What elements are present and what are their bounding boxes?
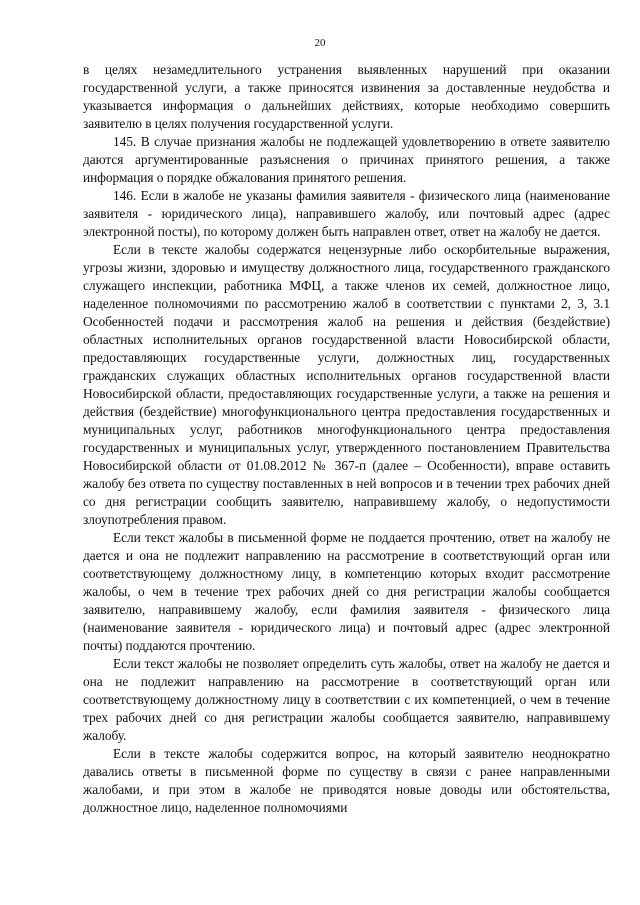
paragraph-offensive-content: Если в тексте жалобы содержатся нецензурные либо оскорбительные выражения, угрозы жизни, здоровью и имуществу должностного лица, государственного гражданского служащего инспекции, работника МФЦ, а также членов их семей, должностное лицо, наделенное полномочиями по рассмотрению жалоб в соответствии с пунктами 2, 3, 3.1 Особенностей подачи и рассмотрения жалоб на решения и действия (бездействие) областных исполнительных органов государственной власти Новосибирской области, предоставляющих государственные услуги, должностных лиц, государственных гражданских служащих областных исполнительных органов государственной власти Новосибирской области, предоставляющих государственные услуги, а также на решения и действия (бездействие) многофункционального центра предоставления государственных и муниципальных услуг, работников многофункционального центра предоставления государственных и муниципальных услуг, утвержденного постановлением Правительства Новосибирской области от 01.08.2012 № 367-п (далее – Особенности), вправе оставить жалобу без ответа по существу поставленных в ней вопросов и в течении трех рабочих дней со дня регистрации сообщить заявителю, направившему жалобу, о недопустимости злоупотребления правом. <box>83 242 610 527</box>
page-number: 20 <box>314 37 326 49</box>
document-body <box>83 61 610 817</box>
paragraph-undefined-essence: Если текст жалобы не позволяет определить суть жалобы, ответ на жалобу не дается и она не подлежит направлению на рассмотрение в соответствующий орган или соответствующему должностному лицу в соответствии с их компетенцией, о чем в течение трех рабочих дней со дня регистрации жалобы сообщается заявителю, направившему жалобу. <box>83 656 610 743</box>
paragraph-repeated-question: Если в тексте жалобы содержится вопрос, на который заявителю неоднократно давались ответы в письменной форме по существу в связи с ранее направленными жалобами, и при этом в жалобе не приводятся новые доводы или обстоятельства, должностное лицо, наделенное полномочиями <box>83 746 610 815</box>
paragraph-146: 146. Если в жалобе не указаны фамилия заявителя - физического лица (наименование заявителя - юридического лица), направившего жалобу, или почтовый адрес (адрес электронной посты), по которому должен быть направлен ответ, ответ на жалобу не дается. <box>83 188 610 239</box>
paragraph-continuation: в целях незамедлительного устранения выявленных нарушений при оказании государственной услуги, а также приносятся извинения за доставленные неудобства и указывается информация о дальнейших действиях, которые необходимо совершить заявителю в целях получения государственной услуги. <box>83 62 610 131</box>
paragraph-unreadable-text: Если текст жалобы в письменной форме не поддается прочтению, ответ на жалобу не дается и она не подлежит направлению на рассмотрение в соответствующий орган или соответствующему должностному лицу, в компетенцию которых входит рассмотрение жалобы, о чем в течение трех рабочих дней со дня регистрации жалобы сообщается заявителю, направившему жалобу, если фамилия заявителя - физического лица (наименование заявителя - юридического лица) и почтовый адрес (адрес электронной почты) поддаются прочтению. <box>83 530 610 653</box>
paragraph-145: 145. В случае признания жалобы не подлежащей удовлетворению в ответе заявителю даются аргументированные разъяснения о причинах принятого решения, а также информация о порядке обжалования принятого решения. <box>83 134 610 185</box>
